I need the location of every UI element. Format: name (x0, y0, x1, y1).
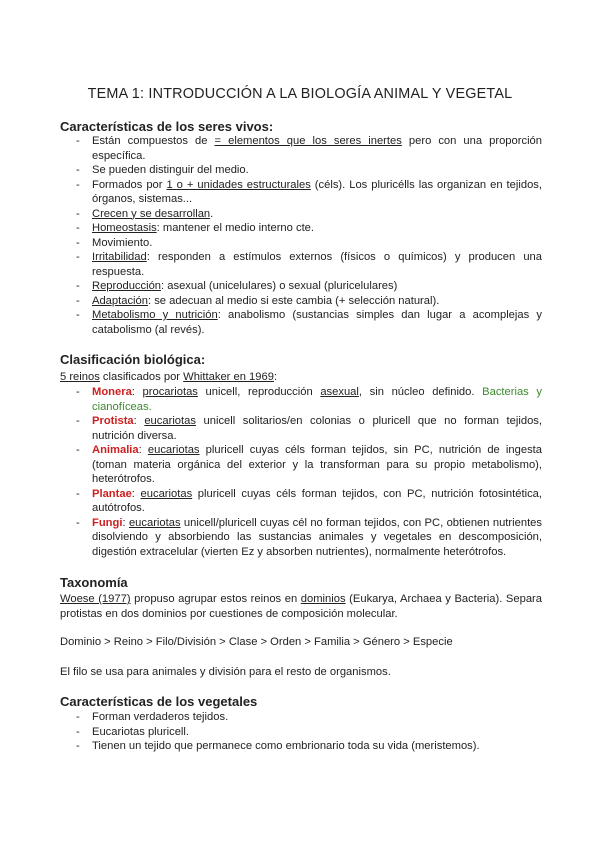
list-item: - Formados por 1 o + unidades estructurales (céls). Los pluricélls las organizan en tejidos, órganos, sistemas... (76, 178, 542, 205)
filo-note: El filo se usa para animales y división para el resto de organismos. (60, 666, 391, 678)
vegetales-list (60, 710, 542, 754)
reino-plantae: - Plantae: eucariotas pluricell cuyas céls forman tejidos, con PC, nutrición fotosintética, autótrofos. (76, 487, 542, 514)
reino-protista: - Protista: eucariotas unicell solitarios/en colonias o pluricell que no forman tejidos, nutrición diversa. (76, 415, 542, 442)
list-item: - Se pueden distinguir del medio. (76, 164, 249, 176)
list-item: - Movimiento. (76, 236, 153, 249)
section-heading-clasificacion: Clasificación biológica: (60, 352, 206, 367)
taxonomia-paragraph: Woese (1977) propuso agrupar estos reinos en dominios (Eukarya, Archaea y Bacteria). Separa protistas en dos dominios por cuestiones de composición molecular. (60, 593, 543, 620)
reino-fungi: - Fungi: eucariotas unicell/pluricell cuyas cél no forman tejidos, con PC, obtienen nutrientes disolviendo y absorbiendo las sustancias animales y vegetales en descomposición, digestión extracelular (vierten Ez y absorben nutrientes), normalmente heterótrofos. (76, 516, 542, 558)
list-item: - Forman verdaderos tejidos. (76, 711, 229, 723)
reino-monera: - Monera: procariotas unicell, reproducción asexual, sin núcleo definido. Bacterias y cianofíceas. (76, 386, 543, 413)
list-item: - Están compuestos de = elementos que los seres inertes pero con una proporción específica. (76, 135, 542, 162)
taxonomy-hierarchy: Dominio > Reino > Filo/División > Clase > Orden > Familia > Género > Especie (60, 636, 453, 648)
list-item: - Crecen y se desarrollan. (76, 207, 214, 220)
seres-vivos-list (60, 134, 542, 337)
section-heading-taxonomia: Taxonomía (60, 575, 128, 590)
section-heading-seres-vivos: Características de los seres vivos: (60, 119, 274, 134)
list-item: - Reproducción: asexual (unicelulares) o sexual (pluricelulares) (76, 280, 398, 292)
list-item: - Homeostasis: mantener el medio interno cte. (76, 222, 315, 234)
reinos-list (60, 385, 542, 559)
list-item: - Tienen un tejido que permanece como embrionario toda su vida (meristemos). (76, 740, 480, 752)
section-heading-vegetales: Características de los vegetales (60, 694, 258, 709)
list-item: - Metabolismo y nutrición: anabolismo (sustancias simples dan lugar a acomplejas y catabolismo (al revés). (76, 309, 542, 336)
reino-animalia: - Animalia: eucariotas pluricell cuyas céls forman tejidos, sin PC, nutrición de ingesta (toman materia orgánica del exterior y la transforman para su propio metabolismo), heterótrofos. (76, 444, 542, 485)
document-title: TEMA 1: INTRODUCCIÓN A LA BIOLOGÍA ANIMAL Y VEGETAL (87, 86, 513, 102)
list-item: - Adaptación: se adecuan al medio si este cambia (+ selección natural). (76, 294, 440, 307)
clasificacion-intro: 5 reinos clasificados por Whittaker en 1969: (60, 371, 278, 383)
list-item: - Eucariotas pluricell. (76, 725, 190, 738)
list-item: - Irritabilidad: responden a estímulos externos (físicos o químicos) y producen una respuesta. (76, 251, 542, 278)
